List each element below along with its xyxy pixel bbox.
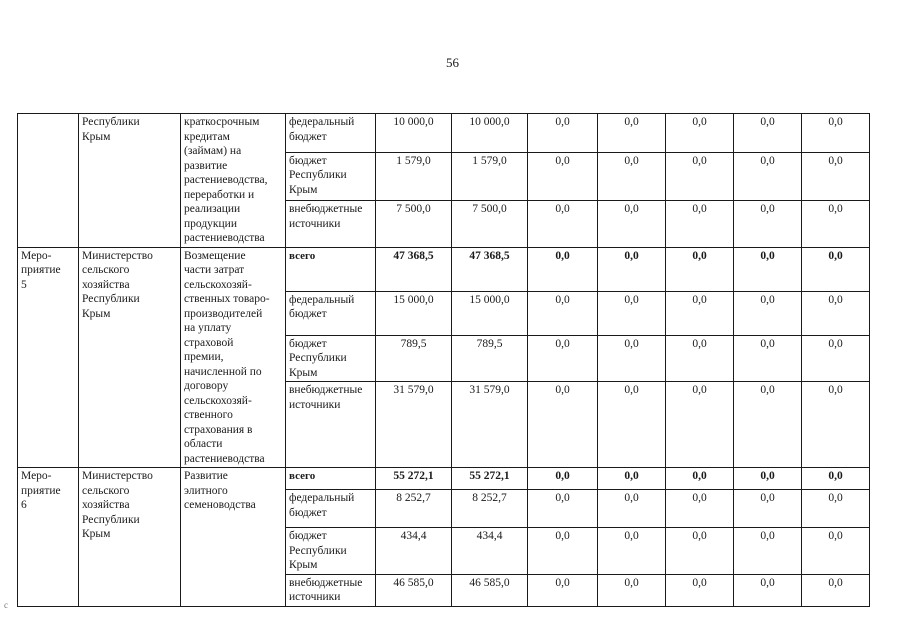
amount-cell: 0,0: [598, 335, 666, 382]
amount-cell: 0,0: [802, 247, 870, 291]
funding-source-cell: федеральный бюджет: [286, 291, 376, 335]
amount-cell: 1 579,0: [376, 152, 452, 201]
executor-cell: Министерство сельского хозяйства Республики Крым: [79, 468, 181, 607]
amount-cell: 0,0: [598, 201, 666, 247]
amount-cell: 0,0: [802, 528, 870, 575]
funding-source-cell: внебюджетные источники: [286, 574, 376, 606]
amount-cell: 47 368,5: [452, 247, 528, 291]
amount-cell: 0,0: [802, 114, 870, 153]
amount-cell: 0,0: [598, 247, 666, 291]
amount-cell: 0,0: [802, 574, 870, 606]
funding-source-cell: бюджет Республики Крым: [286, 528, 376, 575]
funding-source-cell: федеральный бюджет: [286, 114, 376, 153]
amount-cell: 0,0: [598, 468, 666, 490]
funding-source-cell: бюджет Республики Крым: [286, 152, 376, 201]
amount-cell: 0,0: [598, 152, 666, 201]
amount-cell: 47 368,5: [376, 247, 452, 291]
amount-cell: 0,0: [734, 490, 802, 528]
amount-cell: 46 585,0: [376, 574, 452, 606]
amount-cell: 0,0: [734, 468, 802, 490]
amount-cell: 8 252,7: [452, 490, 528, 528]
measure-cell: [18, 114, 79, 248]
amount-cell: 0,0: [802, 468, 870, 490]
table-row: [18, 114, 870, 153]
amount-cell: 0,0: [802, 201, 870, 247]
description-cell: краткосрочным кредитам (займам) на развитие растениеводства, переработки и реализации продукции растениеводства: [181, 114, 286, 248]
amount-cell: 15 000,0: [376, 291, 452, 335]
amount-cell: 0,0: [666, 382, 734, 468]
page-number: 56: [446, 55, 459, 70]
amount-cell: 0,0: [666, 114, 734, 153]
amount-cell: 0,0: [666, 490, 734, 528]
amount-cell: 0,0: [528, 152, 598, 201]
amount-cell: 789,5: [376, 335, 452, 382]
amount-cell: 0,0: [666, 152, 734, 201]
amount-cell: 0,0: [528, 574, 598, 606]
amount-cell: 15 000,0: [452, 291, 528, 335]
budget-table: [17, 113, 870, 607]
executor-cell: Министерство сельского хозяйства Республики Крым: [79, 247, 181, 468]
funding-source-cell: внебюджетные источники: [286, 382, 376, 468]
amount-cell: 0,0: [528, 291, 598, 335]
amount-cell: 0,0: [528, 114, 598, 153]
amount-cell: 0,0: [734, 528, 802, 575]
amount-cell: 1 579,0: [452, 152, 528, 201]
amount-cell: 434,4: [452, 528, 528, 575]
amount-cell: 0,0: [802, 490, 870, 528]
amount-cell: 0,0: [666, 335, 734, 382]
amount-cell: 31 579,0: [376, 382, 452, 468]
amount-cell: 10 000,0: [376, 114, 452, 153]
amount-cell: 0,0: [802, 152, 870, 201]
amount-cell: 0,0: [666, 528, 734, 575]
amount-cell: 0,0: [666, 291, 734, 335]
amount-cell: 7 500,0: [452, 201, 528, 247]
amount-cell: 0,0: [528, 382, 598, 468]
amount-cell: 0,0: [802, 335, 870, 382]
funding-source-cell: всего: [286, 468, 376, 490]
amount-cell: 0,0: [666, 247, 734, 291]
amount-cell: 55 272,1: [376, 468, 452, 490]
amount-cell: 0,0: [734, 201, 802, 247]
amount-cell: 0,0: [598, 490, 666, 528]
amount-cell: 0,0: [528, 201, 598, 247]
amount-cell: 31 579,0: [452, 382, 528, 468]
amount-cell: 789,5: [452, 335, 528, 382]
amount-cell: 0,0: [598, 291, 666, 335]
amount-cell: 0,0: [598, 382, 666, 468]
amount-cell: 0,0: [528, 335, 598, 382]
measure-cell: Меро- приятие 6: [18, 468, 79, 607]
amount-cell: 0,0: [734, 574, 802, 606]
funding-source-cell: всего: [286, 247, 376, 291]
amount-cell: 0,0: [666, 201, 734, 247]
amount-cell: 0,0: [734, 247, 802, 291]
table-row: [18, 468, 870, 490]
amount-cell: 0,0: [528, 247, 598, 291]
budget-table-body: [18, 114, 870, 607]
amount-cell: 0,0: [734, 382, 802, 468]
amount-cell: 0,0: [802, 382, 870, 468]
amount-cell: 0,0: [802, 291, 870, 335]
table-row: [18, 247, 870, 291]
amount-cell: 55 272,1: [452, 468, 528, 490]
amount-cell: 7 500,0: [376, 201, 452, 247]
amount-cell: 0,0: [598, 574, 666, 606]
funding-source-cell: внебюджетные источники: [286, 201, 376, 247]
amount-cell: 8 252,7: [376, 490, 452, 528]
funding-source-cell: бюджет Республики Крым: [286, 335, 376, 382]
amount-cell: 0,0: [734, 152, 802, 201]
amount-cell: 46 585,0: [452, 574, 528, 606]
amount-cell: 0,0: [528, 528, 598, 575]
amount-cell: 0,0: [734, 114, 802, 153]
amount-cell: 0,0: [666, 574, 734, 606]
measure-cell: Меро- приятие 5: [18, 247, 79, 468]
funding-source-cell: федеральный бюджет: [286, 490, 376, 528]
amount-cell: 0,0: [734, 335, 802, 382]
executor-cell: Республики Крым: [79, 114, 181, 248]
description-cell: Развитие элитного семеноводства: [181, 468, 286, 607]
amount-cell: 10 000,0: [452, 114, 528, 153]
description-cell: Возмещение части затрат сельскохозяй- ственных товаро- производителей на уплату страховой премии, начисленной по договору сельскохозяй- ственного страхования в области растениеводства: [181, 247, 286, 468]
amount-cell: 0,0: [528, 490, 598, 528]
amount-cell: 0,0: [666, 468, 734, 490]
amount-cell: 0,0: [598, 528, 666, 575]
amount-cell: 0,0: [598, 114, 666, 153]
scan-mark: c: [4, 600, 8, 610]
amount-cell: 0,0: [528, 468, 598, 490]
amount-cell: 434,4: [376, 528, 452, 575]
amount-cell: 0,0: [734, 291, 802, 335]
